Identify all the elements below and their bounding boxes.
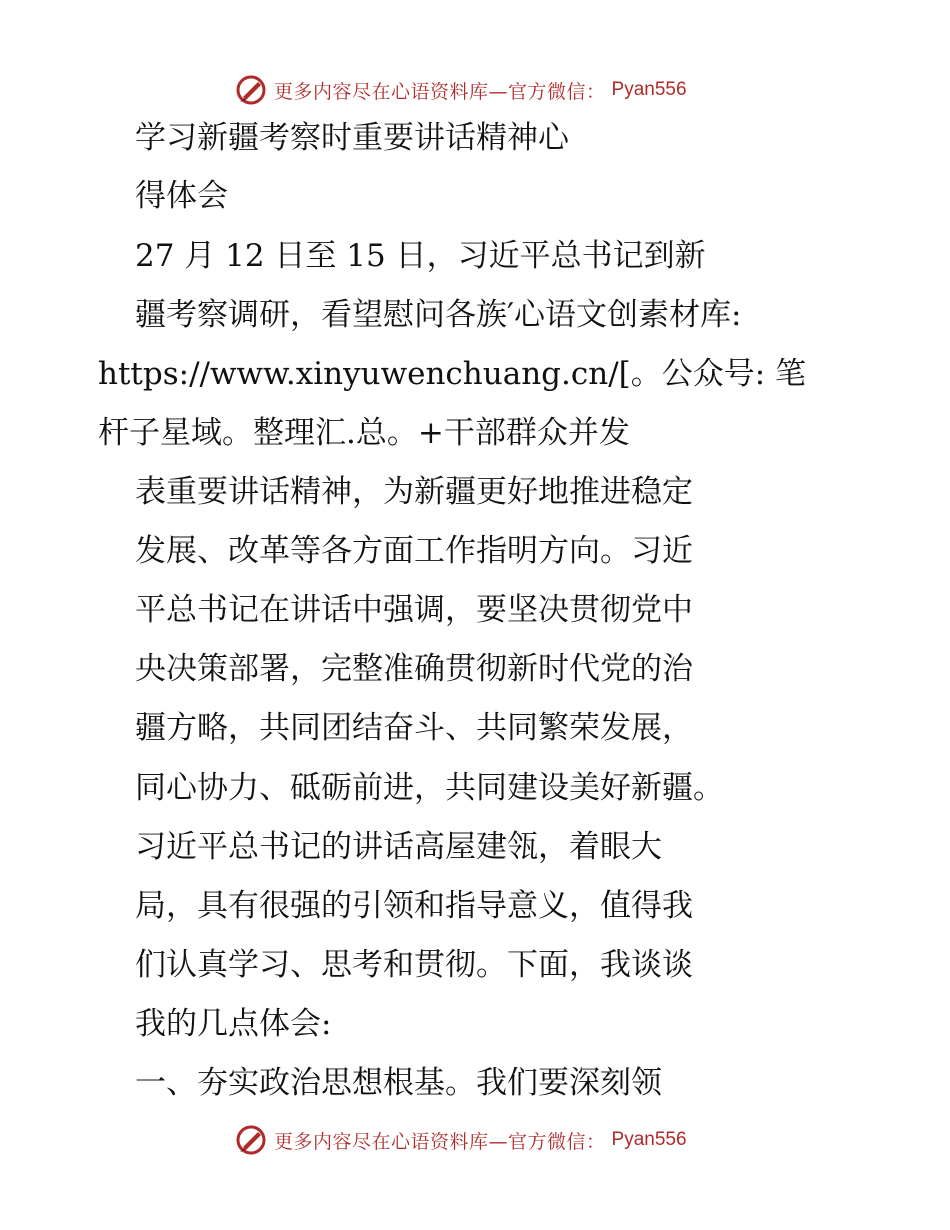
paragraph-line: 杆子星域。整理汇.总。+干部群众并发: [98, 415, 630, 451]
paragraph-line: 同心协力、砥砺前进，共同建设美好新疆。: [135, 770, 724, 806]
footer-watermark: [234, 1120, 687, 1160]
paragraph-line: 疆方略，共同团结奋斗、共同繁荣发展，: [135, 710, 693, 746]
paragraph-line: 们认真学习、思考和贯彻。下面，我谈谈: [135, 947, 693, 983]
watermark-text: 更多内容尽在心语资料库—官方微信：: [274, 1130, 606, 1153]
header-watermark: [234, 70, 687, 110]
paragraph-line: https://www.xinyuwenchuang.cn/[。公众号: 笔: [98, 356, 807, 392]
paragraph-line: 央决策部署，完整准确贯彻新时代党的治: [135, 651, 693, 687]
watermark-wechat-id: Pyan556: [611, 79, 687, 100]
title-line-2: 得体会: [135, 178, 228, 214]
paragraph-line: 27 月 12 日至 15 日，习近平总书记到新: [135, 238, 706, 274]
title-line-1: 学习新疆考察时重要讲话精神心: [135, 120, 569, 156]
paragraph-line: 发展、改革等各方面工作指明方向。习近: [135, 533, 693, 569]
paragraph-line: 平总书记在讲话中强调，要坚决贯彻党中: [135, 592, 693, 628]
brush-logo-icon: [234, 1123, 268, 1157]
paragraph-line: 表重要讲话精神，为新疆更好地推进稳定: [135, 474, 693, 510]
paragraph-line: 习近平总书记的讲话高屋建瓴，着眼大: [135, 829, 662, 865]
brush-logo-icon: [234, 73, 268, 107]
paragraph-line: 局，具有很强的引领和指导意义，值得我: [135, 888, 693, 924]
watermark-text: 更多内容尽在心语资料库—官方微信：: [274, 80, 606, 103]
section-heading-line: 一、夯实政治思想根基。我们要深刻领: [135, 1065, 662, 1101]
paragraph-line: 我的几点体会:: [135, 1006, 332, 1042]
watermark-wechat-id: Pyan556: [611, 1129, 687, 1150]
paragraph-line: 疆考察调研，看望慰问各族′心语文创素材库:: [135, 297, 742, 333]
